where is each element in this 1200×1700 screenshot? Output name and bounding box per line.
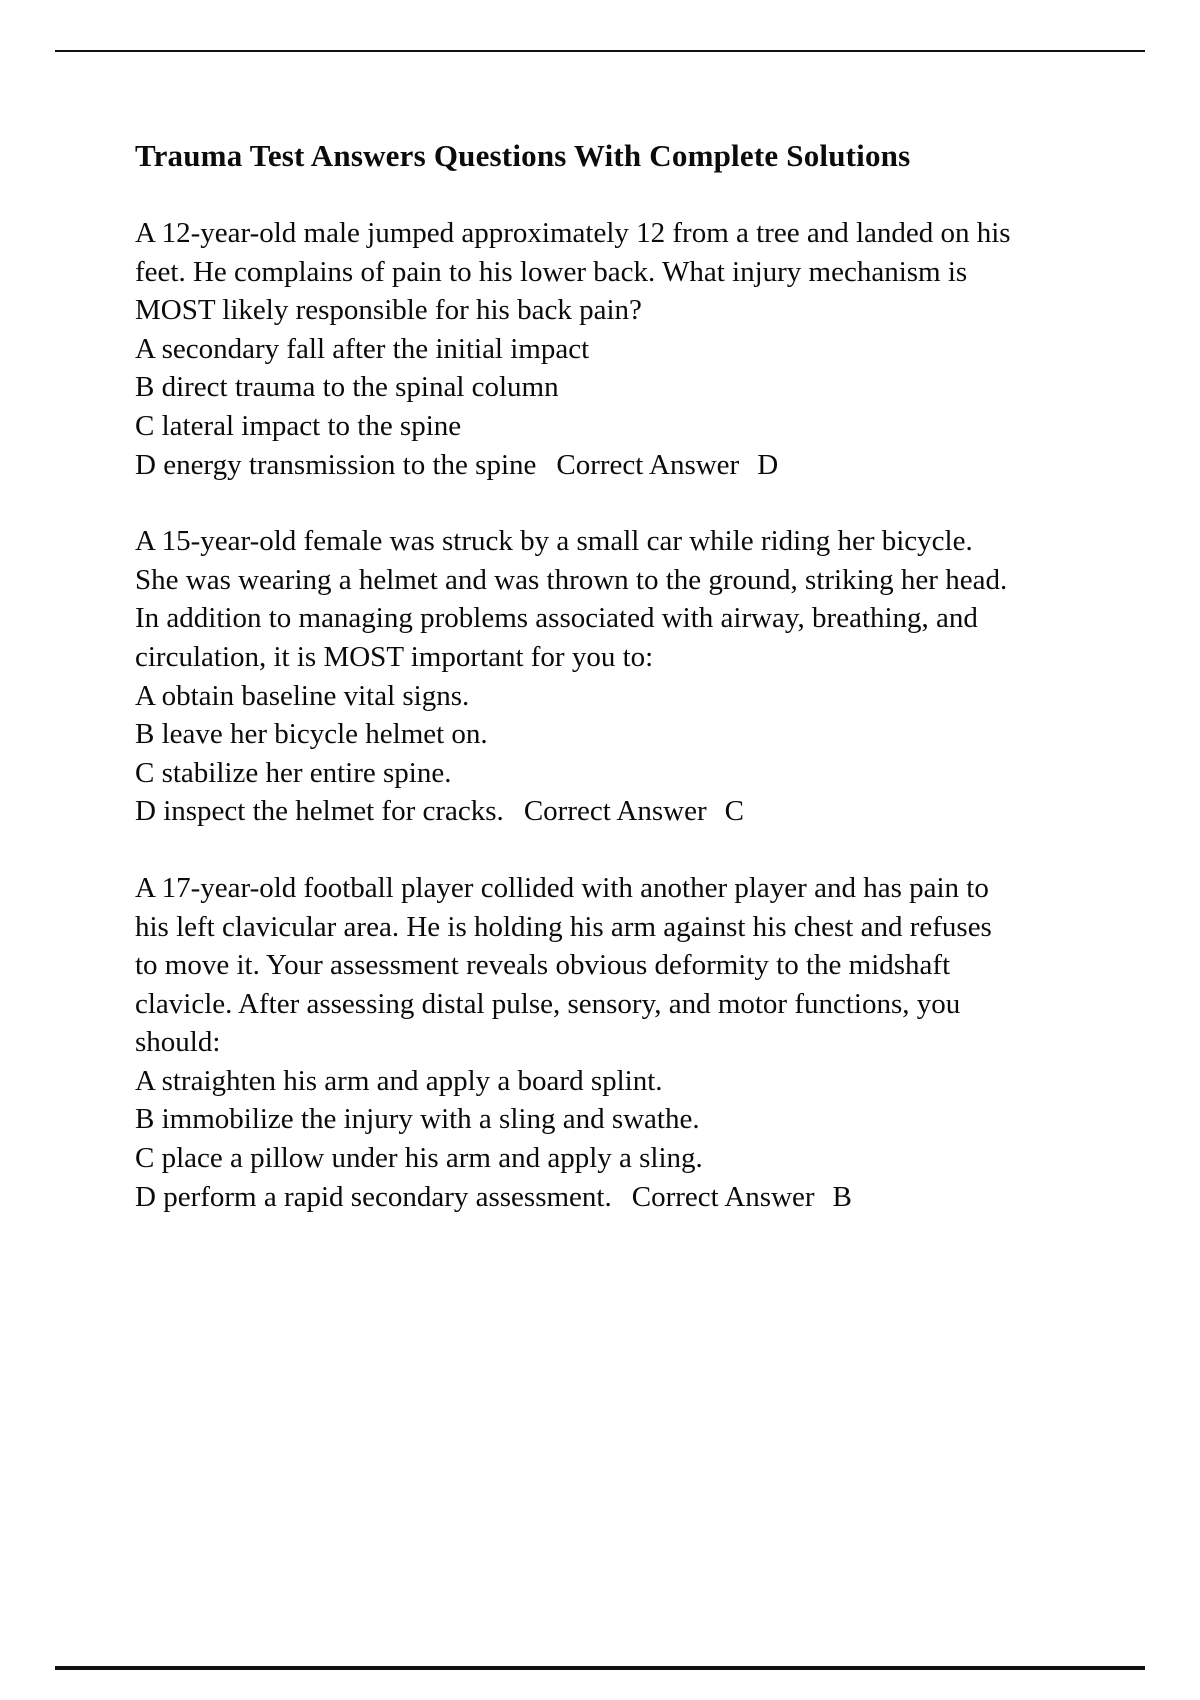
answer-option: B direct trauma to the spinal column (135, 371, 559, 404)
answer-option-with-correct (135, 446, 1013, 485)
answer-option-with-correct (135, 1178, 1013, 1217)
question-stem: A 12-year-old male jumped approximately 12 from a tree and landed on his feet. He complains of pain to his lower back. What injury mechanism is MOST likely responsible for his back pain? (135, 217, 1011, 327)
top-divider (55, 50, 1145, 52)
page-title: Trauma Test Answers Questions With Complete Solutions (135, 138, 911, 173)
correct-answer-value: C (724, 795, 744, 828)
correct-answer-label: Correct Answer (556, 448, 740, 481)
answer-option: D inspect the helmet for cracks. (135, 795, 504, 828)
answer-option: C place a pillow under his arm and apply a sling. (135, 1142, 703, 1175)
question-stem: A 17-year-old football player collided with another player and has pain to his left clavicular area. He is holding his arm against his chest and refuses to move it. Your assessment reveals obvious deformity to the midshaft clavicle. After assessing distal pulse, sensory, and motor functions, you should: (135, 871, 992, 1059)
document-page (135, 136, 1013, 1216)
answer-option: C stabilize her entire spine. (135, 756, 452, 789)
answer-option: A obtain baseline vital signs. (135, 679, 470, 712)
answer-option: B leave her bicycle helmet on. (135, 718, 488, 751)
correct-answer-label: Correct Answer (631, 1180, 815, 1213)
answer-option: A secondary fall after the initial impact (135, 332, 590, 365)
answer-option: D perform a rapid secondary assessment. (135, 1180, 612, 1213)
answer-option: B immobilize the injury with a sling and swathe. (135, 1103, 700, 1136)
question-block (135, 522, 1013, 831)
answer-option: A straighten his arm and apply a board splint. (135, 1064, 663, 1097)
correct-answer-value: B (832, 1180, 852, 1213)
answer-option: D energy transmission to the spine (135, 448, 537, 481)
bottom-divider (55, 1666, 1145, 1670)
correct-answer-label: Correct Answer (523, 795, 707, 828)
question-stem: A 15-year-old female was struck by a small car while riding her bicycle. She was wearing a helmet and was thrown to the ground, striking her head. In addition to managing problems associated with airway, breathing, and circulation, it is MOST important for you to: (135, 525, 1008, 673)
question-block (135, 869, 1013, 1216)
correct-answer-value: D (757, 448, 779, 481)
answer-option: C lateral impact to the spine (135, 409, 462, 442)
question-block (135, 214, 1013, 484)
answer-option-with-correct (135, 792, 1013, 831)
